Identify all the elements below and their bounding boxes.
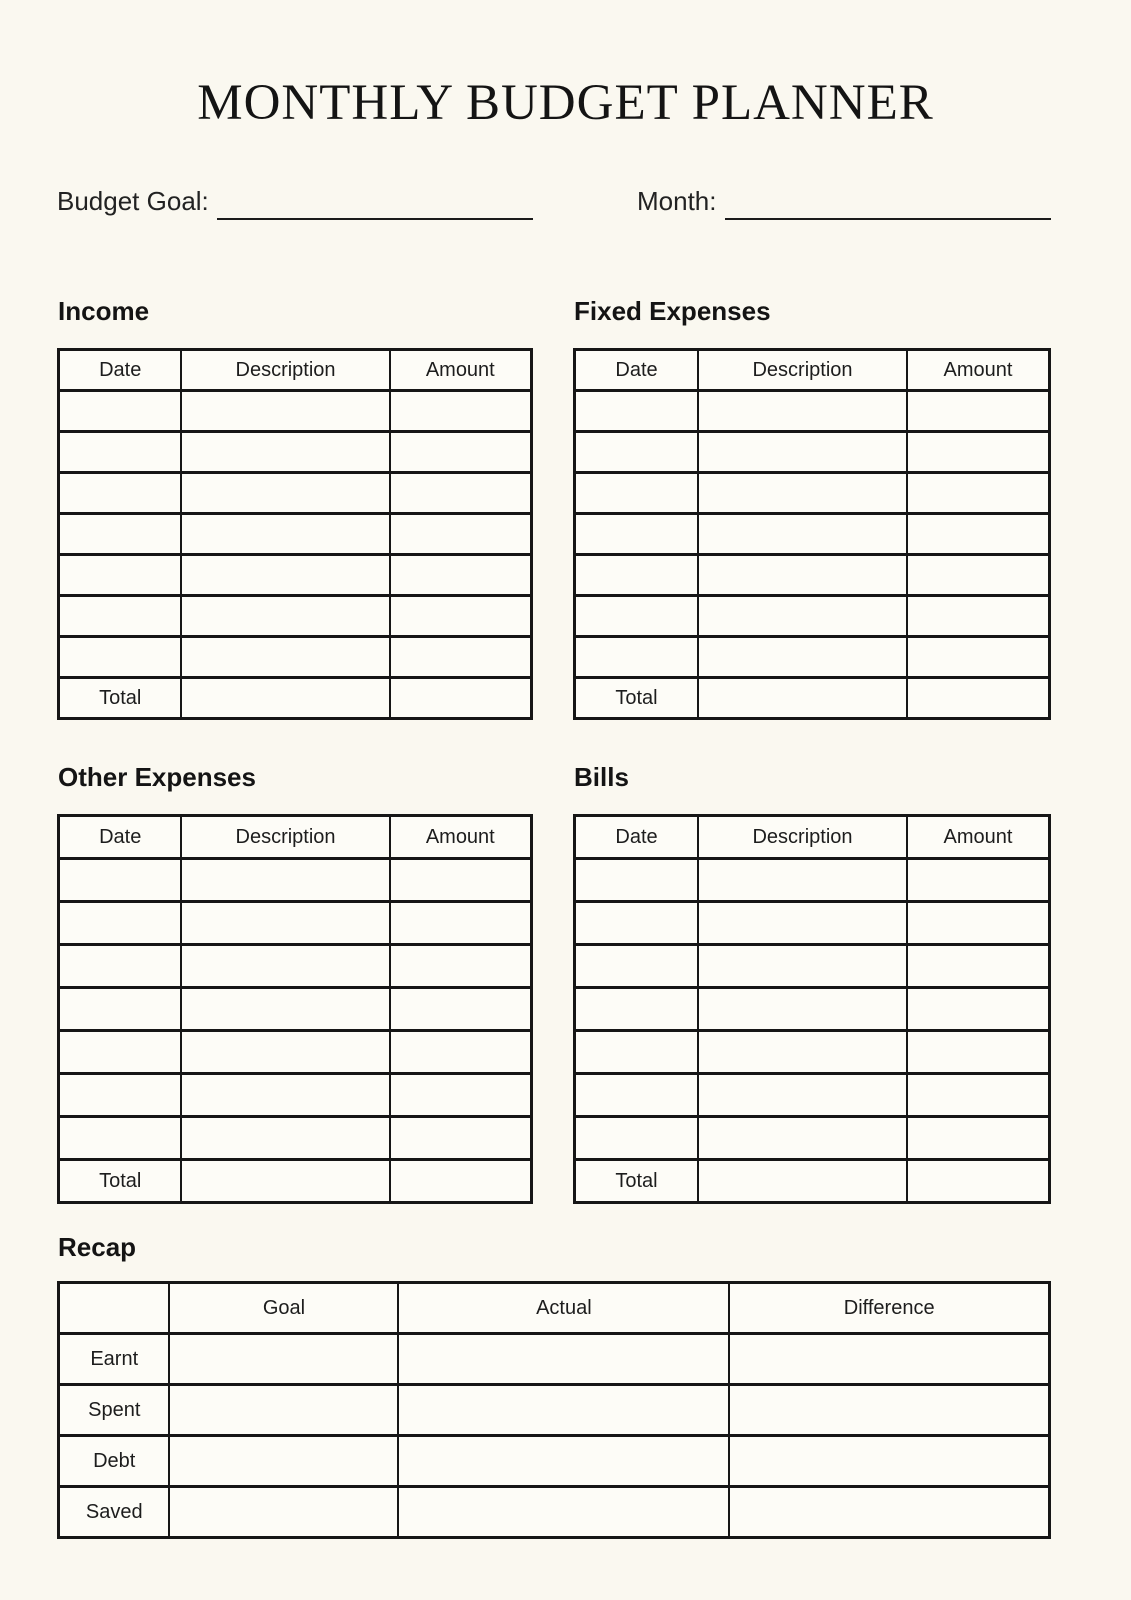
recap-corner-cell <box>59 1283 170 1334</box>
table-row <box>59 859 532 902</box>
column-header-date: Date <box>59 816 182 859</box>
table-header-row <box>575 350 1050 391</box>
table-header-row <box>59 350 532 391</box>
entry-cell-amount[interactable] <box>390 859 532 902</box>
entry-cell-amount[interactable] <box>390 432 532 473</box>
header-fields <box>57 186 1051 217</box>
entry-cell-date[interactable] <box>59 988 182 1031</box>
recap-table <box>57 1281 1051 1539</box>
recap-row-label-saved: Saved <box>59 1487 170 1538</box>
section-heading-income: Income <box>58 296 150 326</box>
table-row <box>575 555 1050 596</box>
entry-cell-date[interactable] <box>59 514 182 555</box>
recap-header-row <box>59 1283 1050 1334</box>
fixed-expenses-table <box>573 348 1051 720</box>
recap-difference-cell[interactable] <box>729 1487 1049 1538</box>
recap-difference-cell[interactable] <box>729 1334 1049 1385</box>
recap-row-earnt <box>59 1334 1050 1385</box>
table-row <box>575 637 1050 678</box>
table-row <box>59 596 532 637</box>
entry-cell-description[interactable] <box>181 1031 389 1074</box>
column-header-date: Date <box>59 350 182 391</box>
section-heading-bills: Bills <box>574 762 629 792</box>
entry-cell-amount[interactable] <box>907 637 1050 678</box>
table-row <box>575 1031 1050 1074</box>
entry-cell-description[interactable] <box>698 391 907 432</box>
entry-cell-date[interactable] <box>575 555 699 596</box>
recap-column-header-actual: Actual <box>398 1283 729 1334</box>
total-amount-cell[interactable] <box>390 1160 532 1203</box>
entry-cell-description[interactable] <box>698 514 907 555</box>
entry-cell-date[interactable] <box>575 514 699 555</box>
table-row <box>59 637 532 678</box>
table-row <box>59 1031 532 1074</box>
recap-goal-cell[interactable] <box>169 1487 398 1538</box>
entry-cell-amount[interactable] <box>907 596 1050 637</box>
recap-actual-cell[interactable] <box>398 1385 729 1436</box>
recap-actual-cell[interactable] <box>398 1436 729 1487</box>
entry-cell-date[interactable] <box>575 391 699 432</box>
entry-cell-date[interactable] <box>59 432 182 473</box>
entry-cell-description[interactable] <box>698 902 907 945</box>
recap-row-saved <box>59 1487 1050 1538</box>
budget-goal-field <box>57 186 533 217</box>
table-row <box>575 473 1050 514</box>
entry-cell-amount[interactable] <box>390 596 532 637</box>
entry-cell-amount[interactable] <box>907 1074 1050 1117</box>
entry-cell-date[interactable] <box>59 555 182 596</box>
entry-cell-description[interactable] <box>698 1074 907 1117</box>
table-row <box>575 391 1050 432</box>
entry-cell-date[interactable] <box>575 1117 699 1160</box>
entry-cell-date[interactable] <box>575 902 699 945</box>
entry-cell-date[interactable] <box>59 1031 182 1074</box>
total-description-cell[interactable] <box>181 1160 389 1203</box>
recap-goal-cell[interactable] <box>169 1385 398 1436</box>
entry-cell-amount[interactable] <box>907 1031 1050 1074</box>
total-label-cell: Total <box>59 678 182 719</box>
table-row <box>575 596 1050 637</box>
recap-section <box>57 1232 1051 1539</box>
table-row <box>59 555 532 596</box>
entry-cell-amount[interactable] <box>907 391 1050 432</box>
total-label-cell: Total <box>575 1160 699 1203</box>
entry-cell-amount[interactable] <box>907 859 1050 902</box>
entry-cell-description[interactable] <box>181 637 389 678</box>
total-amount-cell[interactable] <box>907 1160 1050 1203</box>
recap-actual-cell[interactable] <box>398 1334 729 1385</box>
fixed-expenses-section <box>573 296 1051 720</box>
recap-goal-cell[interactable] <box>169 1436 398 1487</box>
column-header-amount: Amount <box>390 816 532 859</box>
entry-cell-description[interactable] <box>698 1031 907 1074</box>
column-header-date: Date <box>575 816 699 859</box>
entry-cell-amount[interactable] <box>907 514 1050 555</box>
month-label: Month: <box>637 186 717 216</box>
column-header-description: Description <box>698 350 907 391</box>
table-header-row <box>575 816 1050 859</box>
table-row <box>575 1074 1050 1117</box>
table-row <box>59 902 532 945</box>
column-header-description: Description <box>181 350 389 391</box>
entry-cell-description[interactable] <box>181 432 389 473</box>
entry-cell-amount[interactable] <box>390 555 532 596</box>
column-header-amount: Amount <box>907 350 1050 391</box>
column-header-amount: Amount <box>390 350 532 391</box>
entry-cell-date[interactable] <box>575 432 699 473</box>
entry-cell-description[interactable] <box>181 391 389 432</box>
table-row <box>575 945 1050 988</box>
other-expenses-table <box>57 814 533 1204</box>
entry-cell-description[interactable] <box>698 945 907 988</box>
page-title: MONTHLY BUDGET PLANNER <box>197 75 934 131</box>
recap-row-label-earnt: Earnt <box>59 1334 170 1385</box>
table-row <box>575 1117 1050 1160</box>
entry-cell-description[interactable] <box>698 432 907 473</box>
entry-cell-amount[interactable] <box>907 945 1050 988</box>
section-heading-fixed-expenses: Fixed Expenses <box>574 296 771 326</box>
other-expenses-section <box>57 762 533 1204</box>
entry-cell-date[interactable] <box>59 902 182 945</box>
recap-row-debt <box>59 1436 1050 1487</box>
month-field <box>637 186 1051 217</box>
entry-cell-description[interactable] <box>698 1117 907 1160</box>
entry-cell-description[interactable] <box>698 637 907 678</box>
entry-cell-date[interactable] <box>575 1031 699 1074</box>
column-header-amount: Amount <box>907 816 1050 859</box>
table-row <box>575 988 1050 1031</box>
entry-cell-date[interactable] <box>59 1074 182 1117</box>
table-row <box>575 432 1050 473</box>
table-row <box>575 859 1050 902</box>
recap-column-header-difference: Difference <box>729 1283 1049 1334</box>
recap-row-spent <box>59 1385 1050 1436</box>
total-amount-cell[interactable] <box>390 678 532 719</box>
total-row <box>575 1160 1050 1203</box>
entry-cell-date[interactable] <box>59 596 182 637</box>
table-row <box>575 902 1050 945</box>
entry-cell-description[interactable] <box>181 988 389 1031</box>
entry-cell-date[interactable] <box>59 859 182 902</box>
entry-cell-date[interactable] <box>575 1074 699 1117</box>
section-heading-recap: Recap <box>58 1232 137 1262</box>
total-amount-cell[interactable] <box>907 678 1050 719</box>
total-description-cell[interactable] <box>698 678 907 719</box>
total-label-cell: Total <box>59 1160 182 1203</box>
total-description-cell[interactable] <box>181 678 389 719</box>
entry-cell-description[interactable] <box>181 555 389 596</box>
entry-cell-description[interactable] <box>181 859 389 902</box>
table-row <box>59 514 532 555</box>
entry-cell-description[interactable] <box>181 945 389 988</box>
entry-cell-amount[interactable] <box>907 902 1050 945</box>
section-heading-other-expenses: Other Expenses <box>58 762 256 792</box>
entry-cell-amount[interactable] <box>390 1074 532 1117</box>
recap-row-label-spent: Spent <box>59 1385 170 1436</box>
income-section <box>57 296 533 720</box>
entry-cell-date[interactable] <box>575 473 699 514</box>
entry-cell-amount[interactable] <box>907 473 1050 514</box>
total-label-cell: Total <box>575 678 699 719</box>
entry-cell-description[interactable] <box>698 473 907 514</box>
table-row <box>59 391 532 432</box>
entry-cell-amount[interactable] <box>390 945 532 988</box>
entry-cell-amount[interactable] <box>390 637 532 678</box>
entry-cell-date[interactable] <box>575 637 699 678</box>
column-header-date: Date <box>575 350 699 391</box>
total-row <box>59 678 532 719</box>
entry-cell-date[interactable] <box>575 988 699 1031</box>
table-row <box>59 473 532 514</box>
entry-cell-description[interactable] <box>698 555 907 596</box>
entry-cell-date[interactable] <box>575 859 699 902</box>
recap-difference-cell[interactable] <box>729 1436 1049 1487</box>
entry-cell-amount[interactable] <box>390 514 532 555</box>
table-row <box>575 514 1050 555</box>
entry-cell-description[interactable] <box>181 473 389 514</box>
recap-goal-cell[interactable] <box>169 1334 398 1385</box>
entry-cell-amount[interactable] <box>390 902 532 945</box>
entry-cell-description[interactable] <box>698 859 907 902</box>
table-row <box>59 1117 532 1160</box>
entry-cell-date[interactable] <box>59 473 182 514</box>
recap-row-label-debt: Debt <box>59 1436 170 1487</box>
entry-cell-date[interactable] <box>59 945 182 988</box>
recap-difference-cell[interactable] <box>729 1385 1049 1436</box>
entry-cell-date[interactable] <box>59 1117 182 1160</box>
entry-cell-amount[interactable] <box>907 432 1050 473</box>
entry-cell-description[interactable] <box>181 596 389 637</box>
entry-cell-date[interactable] <box>575 945 699 988</box>
bills-section <box>573 762 1051 1204</box>
total-row <box>59 1160 532 1203</box>
entry-cell-amount[interactable] <box>390 1117 532 1160</box>
table-header-row <box>59 816 532 859</box>
total-row <box>575 678 1050 719</box>
income-table <box>57 348 533 720</box>
entry-cell-description[interactable] <box>181 902 389 945</box>
entry-cell-amount[interactable] <box>390 1031 532 1074</box>
table-row <box>59 432 532 473</box>
total-description-cell[interactable] <box>698 1160 907 1203</box>
entry-cell-amount[interactable] <box>390 473 532 514</box>
table-row <box>59 1074 532 1117</box>
column-header-description: Description <box>181 816 389 859</box>
recap-actual-cell[interactable] <box>398 1487 729 1538</box>
entry-cell-date[interactable] <box>575 596 699 637</box>
entry-cell-amount[interactable] <box>907 1117 1050 1160</box>
entry-cell-description[interactable] <box>181 514 389 555</box>
recap-column-header-goal: Goal <box>169 1283 398 1334</box>
entry-cell-date[interactable] <box>59 391 182 432</box>
column-header-description: Description <box>698 816 907 859</box>
entry-cell-amount[interactable] <box>390 988 532 1031</box>
entry-cell-amount[interactable] <box>907 555 1050 596</box>
table-row <box>59 945 532 988</box>
entry-cell-description[interactable] <box>181 1117 389 1160</box>
bills-table <box>573 814 1051 1204</box>
entry-cell-description[interactable] <box>698 988 907 1031</box>
entry-cell-date[interactable] <box>59 637 182 678</box>
entry-cell-amount[interactable] <box>907 988 1050 1031</box>
month-input-line[interactable] <box>725 218 1052 220</box>
table-row <box>59 988 532 1031</box>
entry-cell-description[interactable] <box>181 1074 389 1117</box>
budget-goal-label: Budget Goal: <box>57 186 209 216</box>
entry-cell-description[interactable] <box>698 596 907 637</box>
budget-goal-input-line[interactable] <box>217 218 533 220</box>
entry-cell-amount[interactable] <box>390 391 532 432</box>
